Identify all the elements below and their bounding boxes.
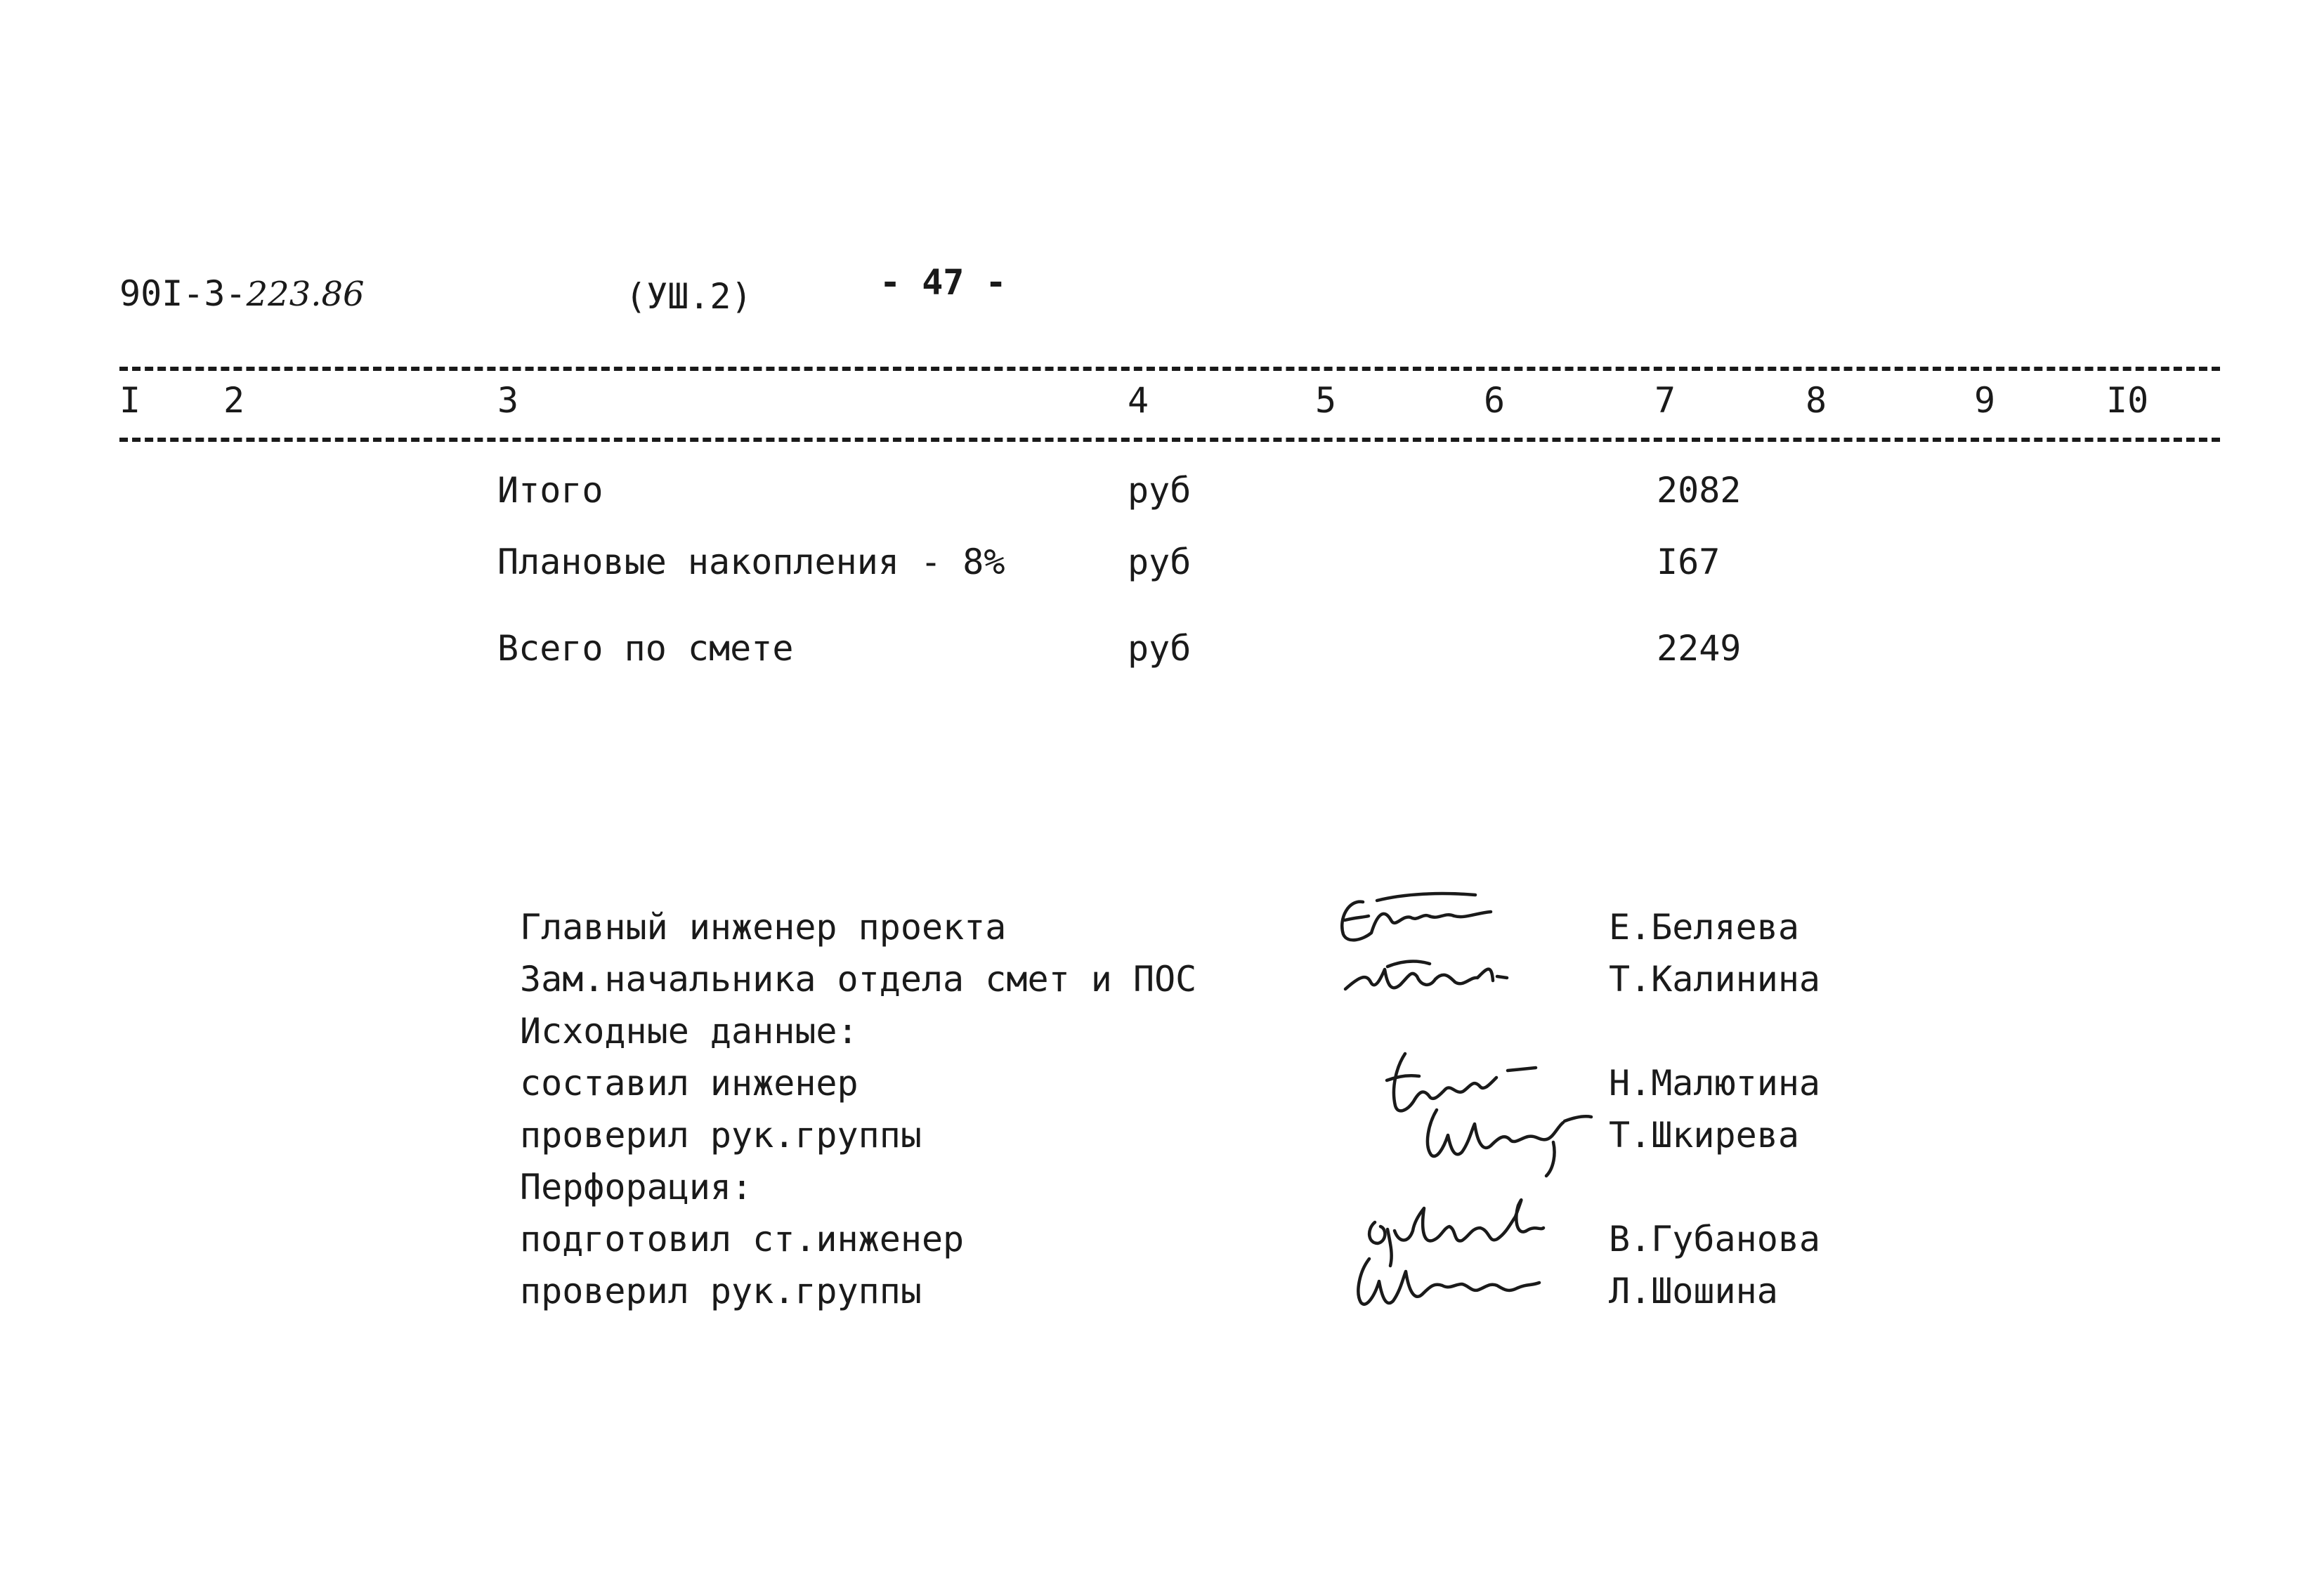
signature-shoshina xyxy=(1345,1243,1556,1321)
table-top-rule xyxy=(119,367,2220,371)
signatory-name: Т.Шкирева xyxy=(1609,1115,1799,1156)
signature-heading: Перфорация: xyxy=(520,1167,753,1208)
signature-role: подготовил ст.инженер xyxy=(520,1219,965,1259)
signature-role: проверил рук.группы xyxy=(520,1115,922,1156)
signature-role: составил инженер xyxy=(520,1063,859,1104)
column-number: I xyxy=(119,380,141,421)
signatory-name: Т.Калинина xyxy=(1609,959,1821,1000)
document-code-typed: 90I-3- xyxy=(119,273,247,314)
table-row-value: I67 xyxy=(1657,542,1721,582)
page-number: - 47 - xyxy=(880,262,1007,303)
table-row-name: Плановые накопления - 8% xyxy=(497,542,1005,582)
signatory-name: В.Губанова xyxy=(1609,1219,1821,1259)
column-number: 5 xyxy=(1315,380,1337,421)
signature-shkireva xyxy=(1416,1096,1598,1180)
document-code-handwritten: 223.86 xyxy=(246,275,365,314)
column-number: 6 xyxy=(1484,380,1506,421)
signature-role: Главный инженер проекта xyxy=(520,907,1007,948)
column-number: I0 xyxy=(2106,380,2149,421)
table-row-unit: руб xyxy=(1128,470,1192,511)
signature-heading: Исходные данные: xyxy=(520,1011,859,1052)
signature-role: Зам.начальника отдела смет и ПОС xyxy=(520,959,1197,1000)
signature-belyaeva xyxy=(1335,886,1503,950)
table-bottom-rule xyxy=(119,438,2220,442)
column-number: 2 xyxy=(223,380,245,421)
signatory-name: Н.Малютина xyxy=(1609,1063,1821,1104)
table-row-value: 2082 xyxy=(1657,470,1742,511)
table-row-name: Всего по смете xyxy=(497,628,794,669)
column-number: 8 xyxy=(1806,380,1827,421)
table-row-name: Итого xyxy=(497,470,603,511)
document-code xyxy=(119,273,365,315)
table-row-unit: руб xyxy=(1128,542,1192,582)
signature-kalinina xyxy=(1338,948,1521,1012)
signatory-name: Л.Шошина xyxy=(1609,1271,1778,1311)
column-number: 7 xyxy=(1654,380,1676,421)
table-row-unit: руб xyxy=(1128,628,1192,669)
section-code: (УШ.2) xyxy=(625,276,752,317)
signatory-name: Е.Беляева xyxy=(1609,907,1799,948)
column-number: 9 xyxy=(1974,380,1996,421)
column-number: 3 xyxy=(497,380,519,421)
signature-role: проверил рук.группы xyxy=(520,1271,922,1311)
table-row-value: 2249 xyxy=(1657,628,1742,669)
column-number: 4 xyxy=(1128,380,1149,421)
